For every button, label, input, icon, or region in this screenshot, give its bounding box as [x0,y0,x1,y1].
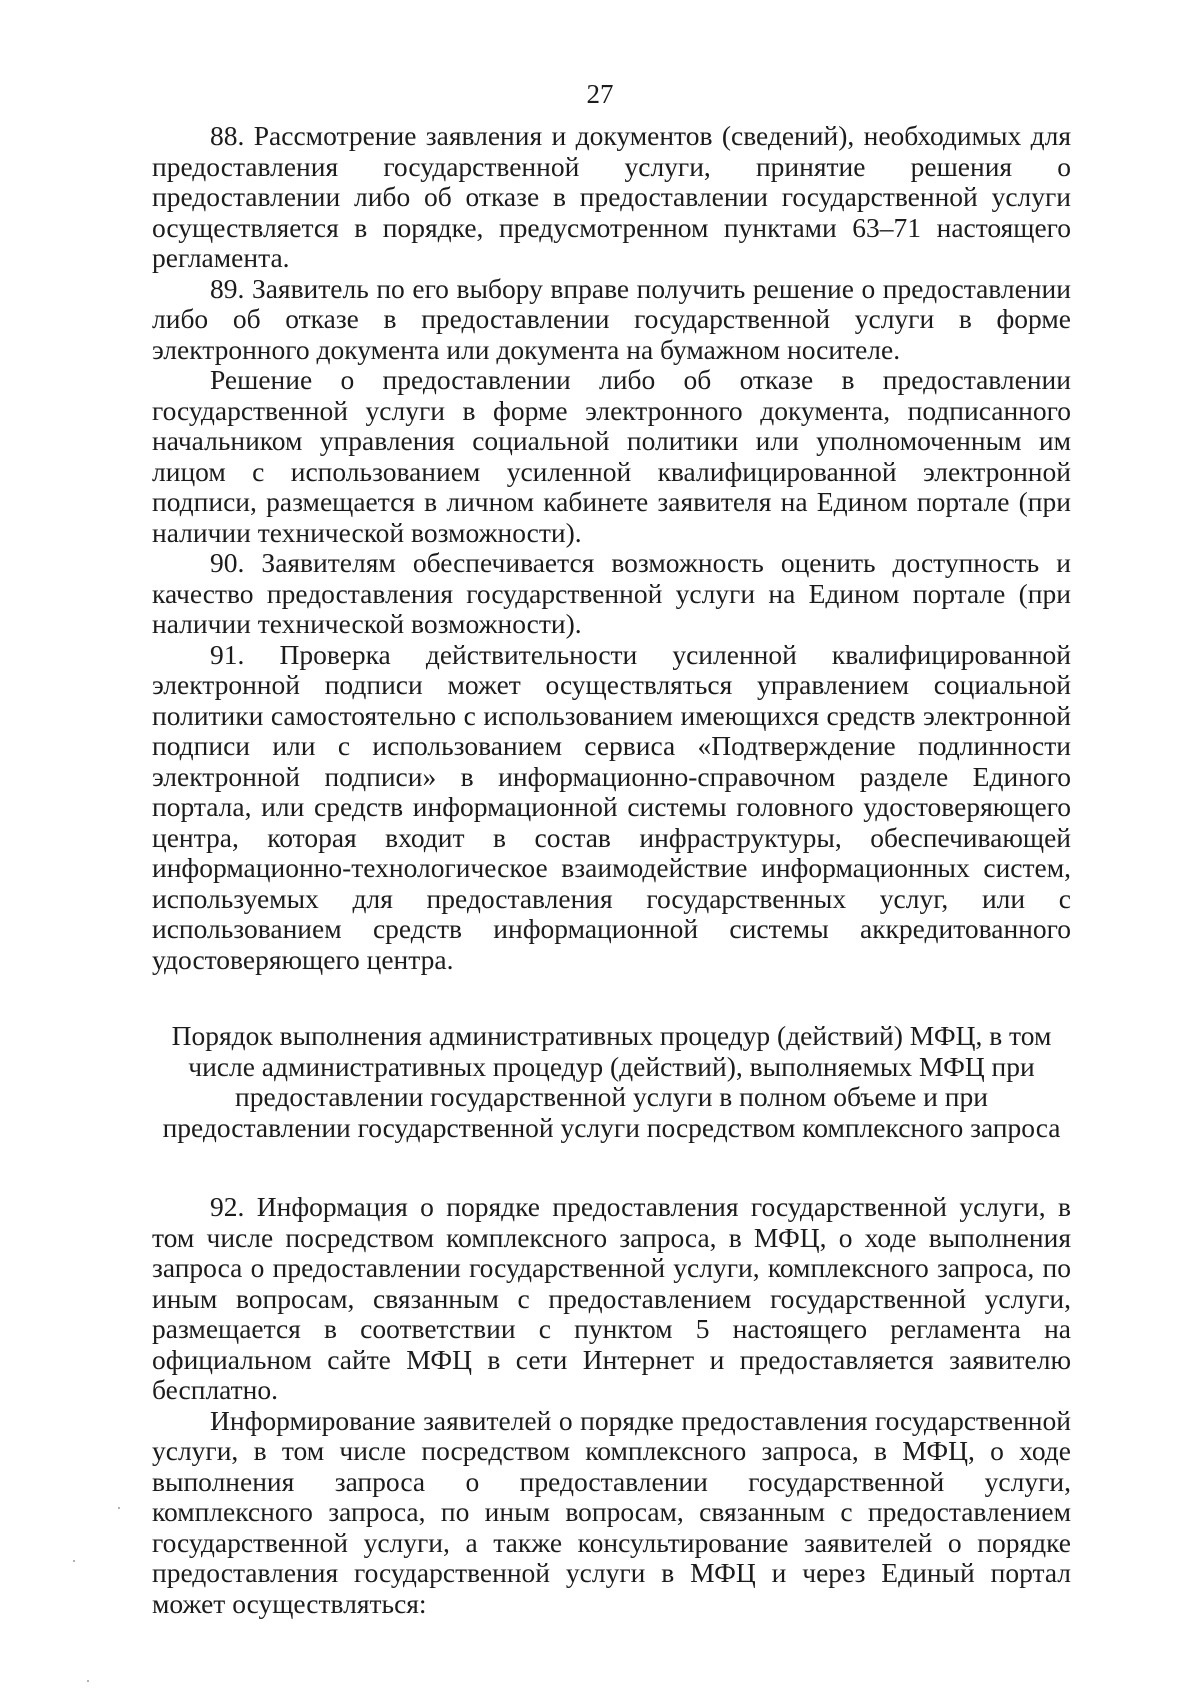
paragraph-89: 89. Заявитель по его выбору вправе получить решение о предоставлении либо об отказе в предоставлении государственной услуги в форме электронного документа или документа на бумажном носителе. [152,272,1071,365]
paragraph-89-decision: Решение о предоставлении либо об отказе в предоставлении государственной услуги в форме электронного документа, подписанного начальником управления социальной политики или уполномоченным им лицом с использованием усиленной квалифицированной электронной подписи, размещается в личном кабинете заявителя на Едином портале (при наличии технической возможности). [152,364,1071,548]
paragraph-92-informing: Информирование заявителей о порядке предоставления государственной услуги, в том числе посредством комплексного запроса, в МФЦ, о ходе выполнения запроса о предоставлении государственной услуги, комплексного запроса, по иным вопросам, связанным с предоставлением государственной услуги, а также консультирование заявителей о порядке предоставления государственной услуги в МФЦ и через Единый портал может осуществляться: [152,1404,1071,1619]
paragraph-90: 90. Заявителям обеспечивается возможность оценить доступность и качество предоставления государственной услуги на Едином портале (при наличии технической возможности). [152,547,1071,639]
paragraph-91: 91. Проверка действительности усиленной квалифицированной электронной подписи может осуществляться управлением социальной политики самостоятельно с использованием имеющихся средств электронной подписи или с использованием сервиса «Подтверждение подлинности электронной подписи» в информационно-справочном разделе Единого портала, или средств информационной системы головного удостоверяющего центра, которая входит в состав инфраструктуры, обеспечивающей информационно-технологическое взаимодействие информационных систем, используемых для предоставления государственных услуг, или с использованием средств информационной системы аккредитованного удостоверяющего центра. [152,638,1071,975]
scan-speck [73,1560,75,1562]
paragraph-92: 92. Информация о порядке предоставления государственной услуги, в том числе посредством комплексного запроса, в МФЦ, о ходе выполнения запроса о предоставлении государственной услуги, комплексного запроса, по иным вопросам, связанным с предоставлением государственной услуги, размещается в соответствии с пунктом 5 настоящего регламента на официальном сайте МФЦ в сети Интернет и предоставляется заявителю бесплатно. [152,1191,1071,1405]
page-number: 27 [586,79,614,109]
paragraph-88: 88. Рассмотрение заявления и документов (сведений), необходимых для предоставления государственной услуги, принятие решения о предоставлении либо об отказе в предоставлении государственной услуги осуществляется в порядке, предусмотренном пунктами 63–71 настоящего регламента. [152,120,1071,273]
scan-speck [87,1680,89,1682]
section-heading: Порядок выполнения административных процедур (действий) МФЦ, в том числе административных процедур (действий), выполняемых МФЦ при предоставлении государственной услуги в полном объеме и при предоставлении государственной услуги посредством комплексного запроса [162,1020,1061,1143]
document-body [152,121,1071,1619]
scan-speck [118,1507,120,1509]
